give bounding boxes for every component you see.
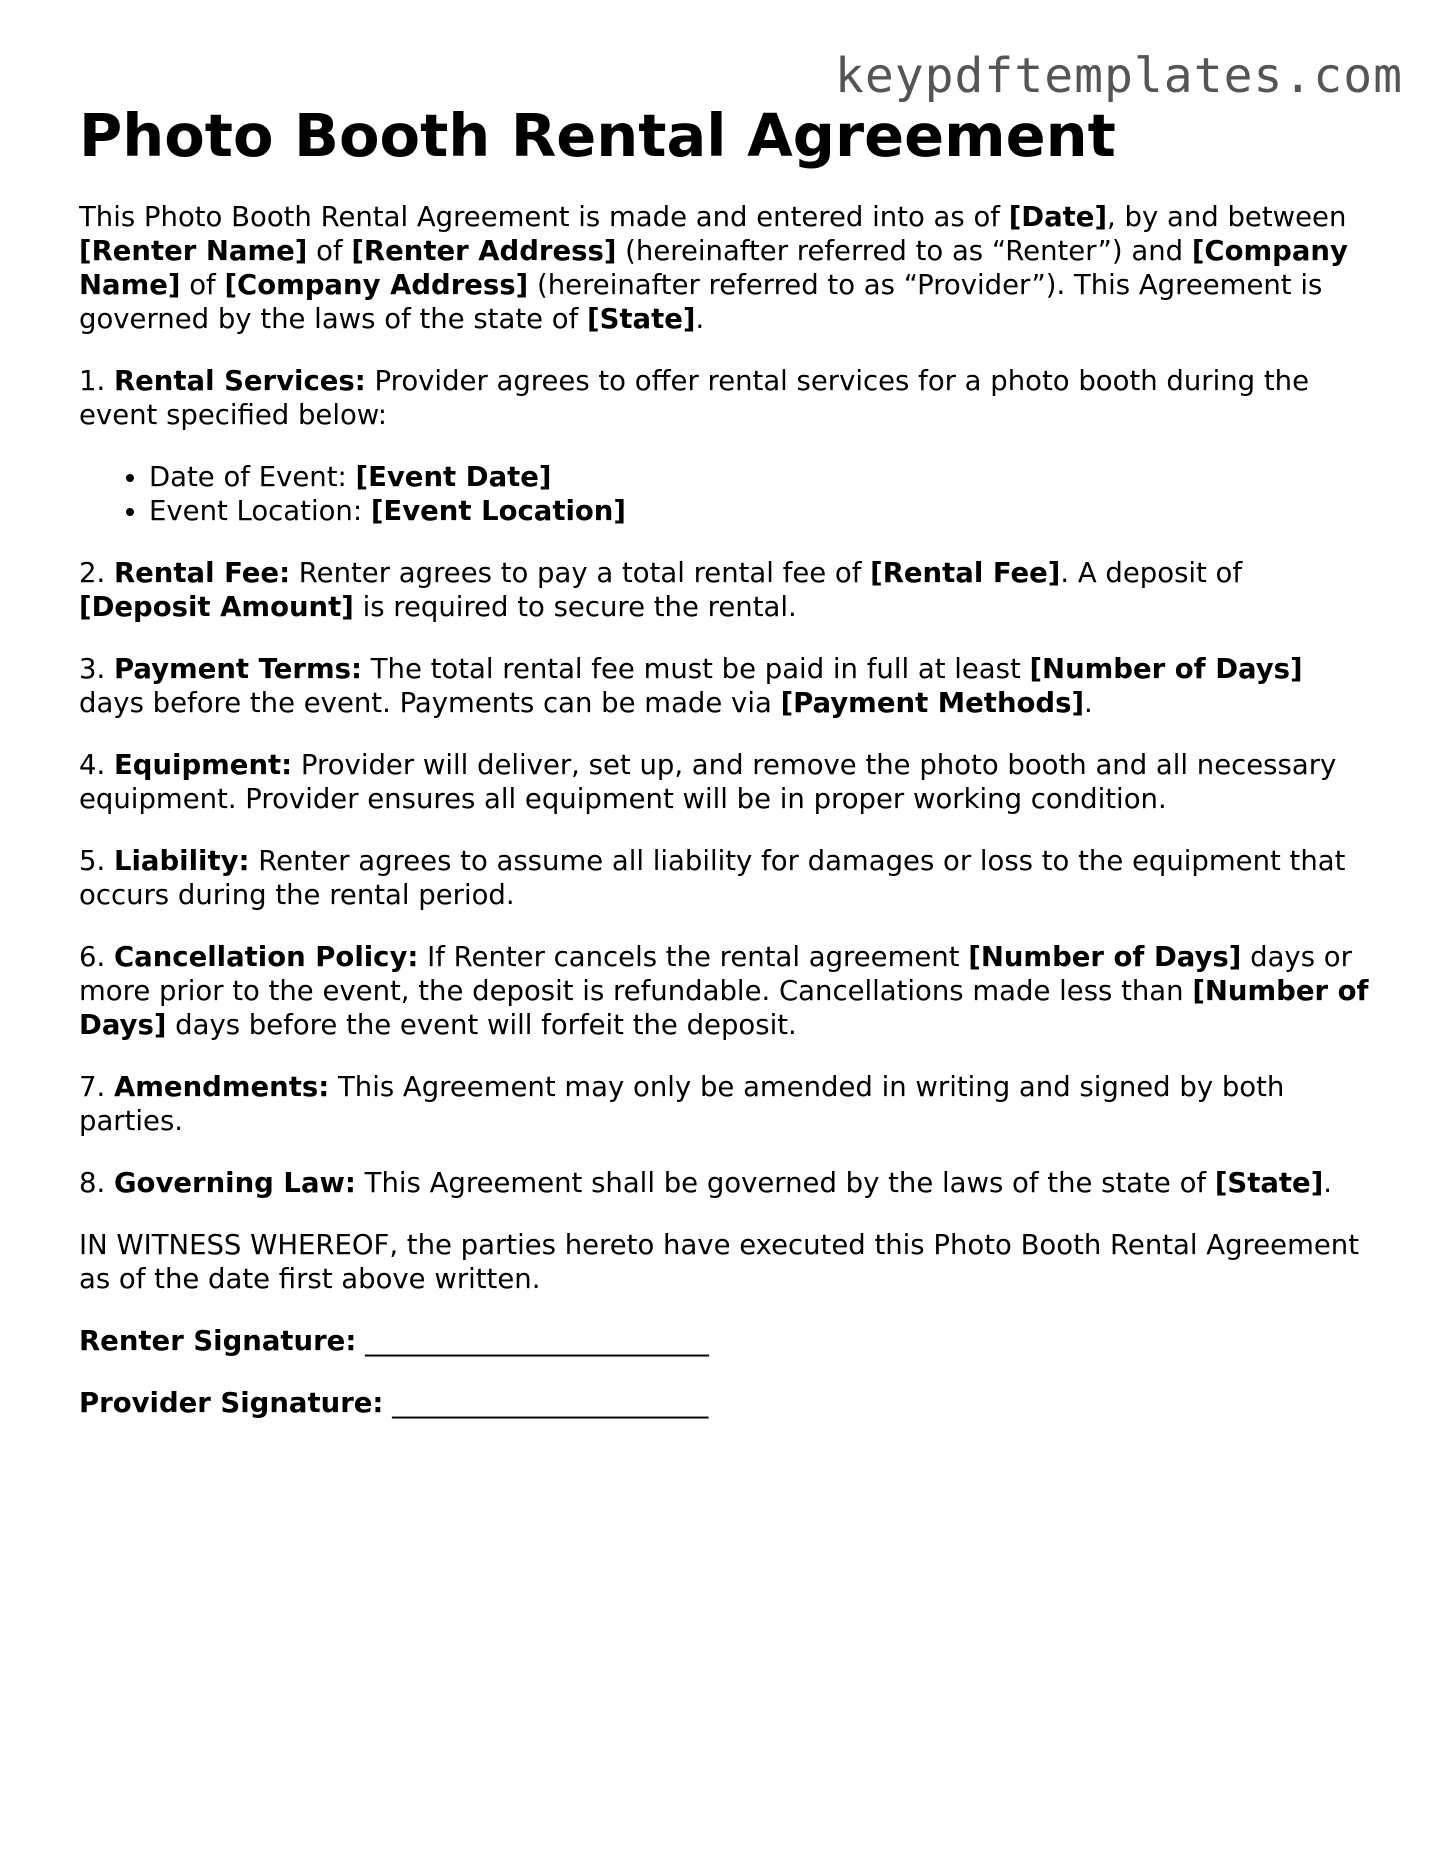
section-cancellation-policy xyxy=(79,940,1369,1042)
section-payment-terms xyxy=(79,652,1369,720)
section-text: days or more prior to the event, the deposit is refundable. Cancellations made less than xyxy=(79,941,1352,1007)
placeholder-renter-address: [Renter Address] xyxy=(351,235,617,267)
section-rental-fee xyxy=(79,556,1369,624)
intro-text: (hereinafter referred to as “Provider”). This Agreement is governed by the laws of the state of xyxy=(79,269,1323,335)
section-number: 2. xyxy=(79,557,114,589)
section-number: 6. xyxy=(79,941,114,973)
section-governing-law xyxy=(79,1166,1369,1200)
placeholder-state: [State] xyxy=(1214,1167,1324,1199)
section-heading: Governing Law: xyxy=(113,1167,356,1199)
intro-paragraph xyxy=(79,200,1369,336)
section-text: Provider agrees to offer rental services for a photo booth during the event specified below: xyxy=(79,365,1309,431)
section-number: 4. xyxy=(79,749,114,781)
placeholder-number-of-days: [Number of Days] xyxy=(79,975,1369,1041)
section-text: is required to secure the rental. xyxy=(353,591,797,623)
renter-signature-label: Renter Signature: xyxy=(79,1325,357,1357)
intro-text: . xyxy=(695,303,705,335)
section-heading: Rental Services: xyxy=(113,365,366,397)
section-text: If Renter cancels the rental agreement xyxy=(418,941,969,973)
document-title: Photo Booth Rental Agreement xyxy=(79,101,1116,170)
section-number: 7. xyxy=(79,1071,114,1103)
section-rental-services xyxy=(79,364,1369,432)
placeholder-event-date: [Event Date] xyxy=(355,461,552,493)
placeholder-number-of-days: [Number of Days] xyxy=(968,941,1242,973)
section-heading: Cancellation Policy: xyxy=(113,941,419,973)
provider-signature-label: Provider Signature: xyxy=(79,1387,384,1419)
intro-text: of xyxy=(307,235,352,267)
event-date-label: Date of Event: xyxy=(149,461,356,493)
document-page xyxy=(79,96,1369,1420)
list-item xyxy=(149,460,1369,494)
list-item xyxy=(149,494,1369,528)
section-heading: Rental Fee: xyxy=(113,557,291,589)
intro-text: (hereinafter referred to as “Renter”) and xyxy=(616,235,1192,267)
section-number: 3. xyxy=(79,653,114,685)
section-text: This Agreement may only be amended in writing and signed by both parties. xyxy=(79,1071,1285,1137)
renter-signature-blank: _________________________ xyxy=(356,1325,709,1357)
renter-signature-line xyxy=(79,1324,1369,1358)
intro-text: , by and between xyxy=(1107,201,1347,233)
witness-paragraph: IN WITNESS WHEREOF, the parties hereto have executed this Photo Booth Rental Agreement as of the date first above written. xyxy=(79,1229,1359,1295)
placeholder-company-name: [Company Name] xyxy=(79,235,1348,301)
placeholder-renter-name: [Renter Name] xyxy=(79,235,308,267)
section-equipment xyxy=(79,748,1369,816)
provider-signature-blank: _______________________ xyxy=(383,1387,709,1419)
section-number: 8. xyxy=(79,1167,114,1199)
placeholder-deposit-amount: [Deposit Amount] xyxy=(79,591,354,623)
section-heading: Equipment: xyxy=(113,749,293,781)
section-heading: Payment Terms: xyxy=(113,653,362,685)
intro-text: of xyxy=(180,269,225,301)
placeholder-company-address: [Company Address] xyxy=(224,269,529,301)
section-text: days before the event. Payments can be made via xyxy=(79,687,781,719)
section-text: . A deposit of xyxy=(1060,557,1243,589)
placeholder-number-of-days: [Number of Days] xyxy=(1029,653,1303,685)
section-heading: Amendments: xyxy=(113,1071,330,1103)
section-liability xyxy=(79,844,1369,912)
placeholder-payment-methods: [Payment Methods] xyxy=(780,687,1085,719)
section-number: 1. xyxy=(79,365,114,397)
section-heading: Liability: xyxy=(113,845,250,877)
placeholder-rental-fee: [Rental Fee] xyxy=(870,557,1061,589)
event-location-label: Event Location: xyxy=(149,495,371,527)
section-text: Provider will deliver, set up, and remove the photo booth and all necessary equipment. Provider ensures all equipment will be in proper working condition. xyxy=(79,749,1337,815)
section-text: The total rental fee must be paid in full at least xyxy=(361,653,1030,685)
watermark-text: keypdftemplates.com xyxy=(834,48,1403,104)
section-text: . xyxy=(1323,1167,1333,1199)
event-details-list xyxy=(79,460,1369,528)
placeholder-date: [Date] xyxy=(1008,201,1108,233)
placeholder-state: [State] xyxy=(587,303,696,335)
section-text: Renter agrees to pay a total rental fee of xyxy=(290,557,871,589)
section-amendments xyxy=(79,1070,1369,1138)
placeholder-event-location: [Event Location] xyxy=(370,495,626,527)
section-text: days before the event will forfeit the deposit. xyxy=(166,1009,797,1041)
section-text: . xyxy=(1084,687,1093,719)
section-text: Renter agrees to assume all liability for damages or loss to the equipment that occurs during the rental period. xyxy=(79,845,1346,911)
intro-text: This Photo Booth Rental Agreement is made and entered into as of xyxy=(79,201,1009,233)
section-number: 5. xyxy=(79,845,114,877)
section-text: This Agreement shall be governed by the laws of the state of xyxy=(355,1167,1215,1199)
provider-signature-line xyxy=(79,1386,1369,1420)
